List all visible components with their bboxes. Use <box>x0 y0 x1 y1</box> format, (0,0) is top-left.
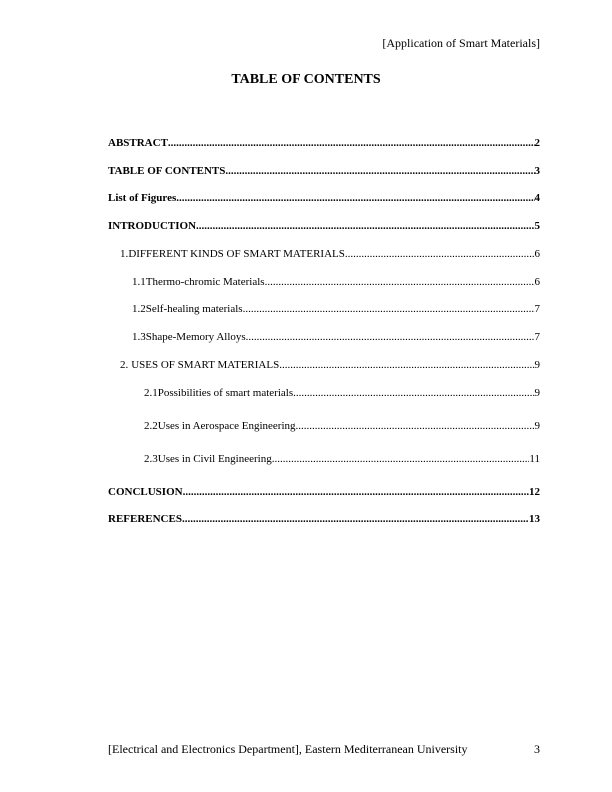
toc-entry-label: Uses in Civil Engineering <box>157 453 272 465</box>
toc-leader-dots <box>168 137 535 150</box>
toc-title-text: TABLE OF CONTENTS <box>231 72 381 87</box>
toc-entry-page: 7 <box>534 303 540 315</box>
toc-entry-abstract[interactable] <box>108 137 540 150</box>
toc-entry-number: 2. <box>120 359 129 371</box>
toc-entry-conclusion[interactable] <box>108 486 540 499</box>
toc-entry-page: 9 <box>534 420 540 432</box>
running-header: [Application of Smart Materials] <box>382 36 540 50</box>
toc-entry-number: 1.1 <box>132 276 146 288</box>
toc-leader-dots <box>246 331 535 344</box>
toc-entry-label: REFERENCES <box>108 513 182 525</box>
toc-entry-label: Shape-Memory Alloys <box>145 331 246 343</box>
toc-entry-number: 1.2 <box>132 303 146 315</box>
toc-entry-section-1-3[interactable] <box>132 331 540 344</box>
toc-entry-section-1-1[interactable] <box>132 276 540 289</box>
toc-entry-section-1-2[interactable] <box>132 303 540 316</box>
toc-entry-label: DIFFERENT KINDS OF SMART MATERIALS <box>128 248 345 260</box>
toc-entry-page: 12 <box>529 486 540 498</box>
footer-department: [Electrical and Electronics Department], Eastern Mediterranean University <box>108 742 468 756</box>
toc-entry-label: USES OF SMART MATERIALS <box>131 359 280 371</box>
toc-entry-section-1[interactable] <box>120 248 540 261</box>
toc-leader-dots <box>272 453 530 466</box>
toc-entry-label: ABSTRACT <box>108 137 168 149</box>
toc-entry-page: 9 <box>534 387 540 399</box>
toc-entry-introduction[interactable] <box>108 220 540 233</box>
toc-entry-page: 9 <box>534 359 540 371</box>
toc-entry-number: 2.3 <box>144 453 158 465</box>
toc-entry-section-2-3[interactable] <box>144 453 540 466</box>
toc-entry-table-of-contents[interactable] <box>108 165 540 178</box>
toc-entry-page: 7 <box>534 331 540 343</box>
toc-entry-references[interactable] <box>108 513 540 526</box>
toc-entry-label: INTRODUCTION <box>108 220 197 232</box>
toc-entry-page: 11 <box>529 453 540 465</box>
toc-entry-section-2-1[interactable] <box>144 387 540 400</box>
toc-entry-number: 2.1 <box>144 387 158 399</box>
toc-entry-label: List of Figures <box>108 192 177 204</box>
toc-leader-dots <box>293 387 534 400</box>
toc-entry-label: TABLE OF CONTENTS <box>108 165 226 177</box>
toc-entry-page: 6 <box>534 276 540 288</box>
footer-page-number: 3 <box>534 742 540 756</box>
toc-entry-number: 2.2 <box>144 420 158 432</box>
toc-leader-dots <box>176 192 534 205</box>
toc-entry-number: 1. <box>120 248 129 260</box>
toc-leader-dots <box>296 420 535 433</box>
toc-entry-number: 1.3 <box>132 331 146 343</box>
toc-leader-dots <box>345 248 535 261</box>
toc-leader-dots <box>183 486 529 499</box>
toc-entry-list-of-figures[interactable] <box>108 192 540 205</box>
toc-leader-dots <box>265 276 535 289</box>
toc-entry-page: 6 <box>534 248 540 260</box>
toc-entry-page: 4 <box>534 192 540 204</box>
toc-entry-label: CONCLUSION <box>108 486 183 498</box>
toc-leader-dots <box>182 513 529 526</box>
toc-entry-page: 3 <box>534 165 540 177</box>
toc-entry-label: Thermo-chromic Materials <box>145 276 265 288</box>
toc-entry-page: 2 <box>534 137 540 149</box>
toc-entry-page: 5 <box>534 220 540 232</box>
toc-leader-dots <box>243 303 535 316</box>
toc-entry-section-2-2[interactable] <box>144 420 540 433</box>
toc-entry-label: Uses in Aerospace Engineering <box>157 420 296 432</box>
toc-title <box>0 72 612 88</box>
toc-entry-label: Self-healing materials <box>145 303 243 315</box>
toc-leader-dots <box>225 165 534 178</box>
toc-entry-section-2[interactable] <box>120 359 540 372</box>
toc-entry-page: 13 <box>529 513 540 525</box>
toc-entry-label: Possibilities of smart materials <box>157 387 294 399</box>
toc-leader-dots <box>279 359 534 372</box>
toc-leader-dots <box>196 220 534 233</box>
